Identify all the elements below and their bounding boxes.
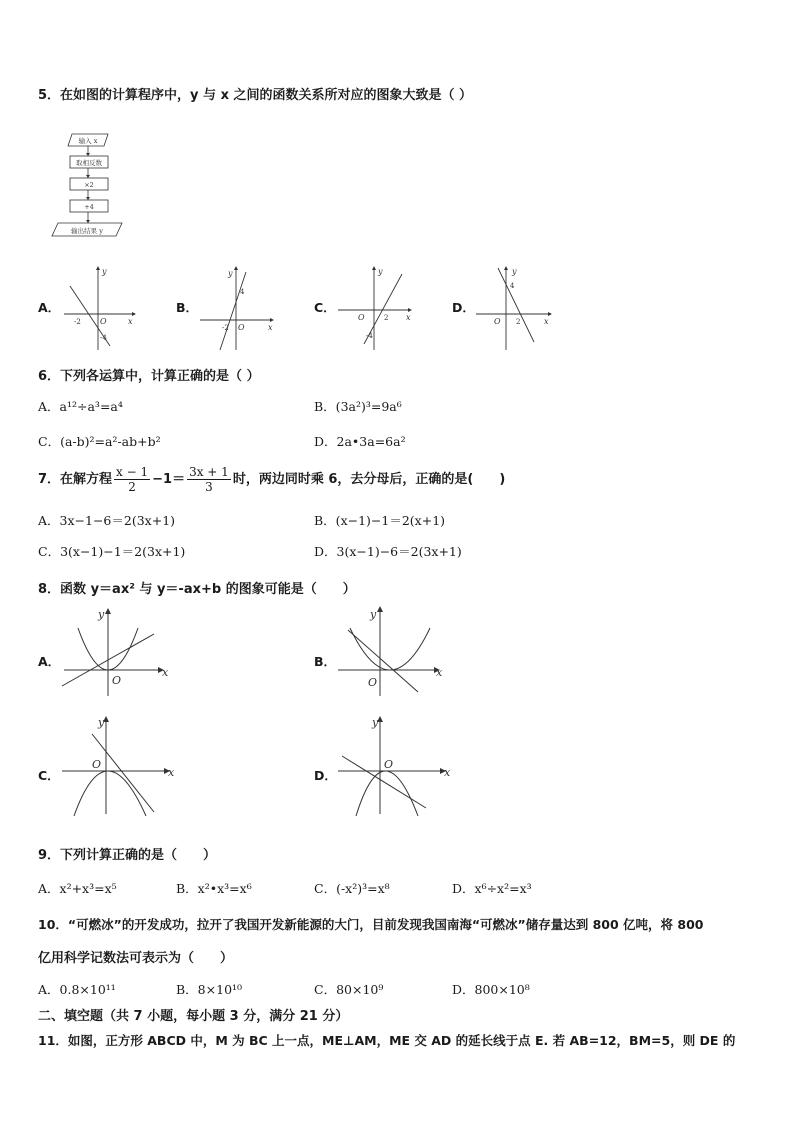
- svg-text:-4: -4: [366, 332, 373, 340]
- svg-text:4: 4: [510, 282, 515, 290]
- q7-pre: 7．在解方程: [38, 472, 113, 487]
- svg-text:y: y: [370, 608, 377, 621]
- q9-option-c: C．(-x²)³=x⁸: [314, 881, 390, 896]
- q10-option-c: C．80×10⁹: [314, 982, 384, 997]
- q6-option-a: A．a¹²÷a³=a⁴: [38, 399, 123, 414]
- svg-text:x: x: [444, 766, 451, 779]
- q5-flowchart: [48, 128, 128, 243]
- svg-text:x: x: [544, 317, 549, 326]
- q5-option-d-label: D．: [452, 300, 475, 315]
- svg-text:x: x: [168, 766, 175, 779]
- q5-option-c-label: C．: [314, 300, 336, 315]
- q6-option-c: C．(a-b)²=a²-ab+b²: [38, 434, 161, 449]
- q7-fraction-2: $\frac{3x + 1}{3}$: [189, 465, 229, 494]
- flow-input-label: 输入 x: [78, 137, 98, 145]
- svg-text:x: x: [406, 313, 411, 322]
- q7-option-b: B．(x−1)−1＝2(x+1): [314, 513, 446, 528]
- q8-graph-a: [58, 606, 178, 698]
- q7-option-d: D．3(x−1)−6＝2(3x+1): [314, 544, 462, 559]
- q5-option-a-label: A．: [38, 300, 61, 315]
- q8-option-d-label: D．: [314, 768, 337, 783]
- q10-option-a: A．0.8×10¹¹: [38, 982, 116, 997]
- q7-mid: −1＝: [152, 472, 186, 487]
- q8-option-b-label: B．: [314, 654, 337, 669]
- q9-option-b: B．x²•x³=x⁶: [176, 881, 252, 896]
- q7-option-a: A．3x−1−6＝2(3x+1): [38, 513, 176, 528]
- svg-text:-2: -2: [74, 318, 81, 326]
- svg-text:O: O: [112, 674, 122, 687]
- q10-option-b: B．8×10¹⁰: [176, 982, 243, 997]
- q8-graph-b: [334, 606, 454, 698]
- q5-graph-d: [472, 264, 556, 354]
- q10-line-2: 亿用科学记数法可表示为（ ）: [38, 951, 234, 966]
- flow-step-1-label: 取相反数: [76, 159, 102, 167]
- svg-text:O: O: [238, 323, 245, 332]
- q5-graph-c: [334, 264, 416, 354]
- svg-text:-2: -2: [222, 324, 229, 332]
- q7-post: 时，两边同时乘 6，去分母后，正确的是( ): [232, 472, 506, 487]
- svg-text:y: y: [98, 716, 105, 729]
- svg-text:x: x: [128, 317, 133, 326]
- q10-option-d: D．800×10⁸: [452, 982, 530, 997]
- svg-text:y: y: [378, 267, 383, 276]
- q8-option-a-label: A．: [38, 654, 61, 669]
- q9-option-d: D．x⁶÷x²=x³: [452, 881, 532, 896]
- svg-text:2: 2: [384, 314, 389, 322]
- svg-text:O: O: [494, 317, 501, 326]
- section-2-heading: 二、填空题（共 7 小题，每小题 3 分，满分 21 分）: [38, 1009, 349, 1024]
- q6-option-d: D．2a•3a=6a²: [314, 434, 406, 449]
- svg-text:2: 2: [516, 318, 521, 326]
- q6-text: 6．下列各运算中，计算正确的是（ ）: [38, 369, 260, 384]
- q8-text: 8．函数 y＝ax² 与 y＝-ax+b 的图象可能是（ ）: [38, 582, 356, 597]
- svg-text:O: O: [384, 758, 394, 771]
- q5-graph-a: [60, 264, 140, 354]
- flow-step-2-label: ×2: [84, 181, 94, 189]
- q6-option-b: B．(3a²)³=9a⁶: [314, 399, 402, 414]
- svg-text:x: x: [162, 666, 169, 679]
- svg-text:O: O: [92, 758, 102, 771]
- svg-text:x: x: [268, 323, 273, 332]
- q8-graph-c: [58, 714, 184, 818]
- q7-option-c: C．3(x−1)−1＝2(3x+1): [38, 544, 186, 559]
- q5-option-b-label: B．: [176, 300, 199, 315]
- q5-graph-b: [196, 264, 278, 354]
- svg-text:x: x: [436, 666, 443, 679]
- flow-output-label: 输出结果 y: [71, 227, 103, 235]
- svg-text:-4: -4: [100, 334, 107, 342]
- svg-text:4: 4: [240, 288, 245, 296]
- svg-text:O: O: [100, 317, 107, 326]
- q8-graph-d: [334, 714, 460, 818]
- svg-text:y: y: [98, 608, 105, 621]
- q7-stem: [38, 463, 505, 497]
- svg-text:y: y: [102, 267, 107, 276]
- q9-text: 9．下列计算正确的是（ ）: [38, 848, 217, 863]
- q7-fraction-1: $\frac{x - 1}{2}$: [116, 465, 149, 494]
- svg-text:O: O: [368, 676, 378, 689]
- svg-text:y: y: [372, 716, 379, 729]
- q5-text: 5．在如图的计算程序中，y 与 x 之间的函数关系所对应的图象大致是（ ）: [38, 88, 473, 103]
- q9-option-a: A．x²+x³=x⁵: [38, 881, 117, 896]
- svg-text:y: y: [228, 269, 233, 278]
- flow-step-3-label: +4: [84, 203, 94, 211]
- svg-text:O: O: [358, 313, 365, 322]
- q11-text: 11．如图，正方形 ABCD 中，M 为 BC 上一点，ME⊥AM，ME 交 AD 的延长线于点 E. 若 AB=12，BM=5，则 DE 的: [38, 1033, 736, 1048]
- q10-line-1: 10．“可燃冰”的开发成功，拉开了我国开发新能源的大门，目前发现我国南海“可燃冰”储存量达到 800 亿吨，将 800: [38, 917, 704, 932]
- svg-text:y: y: [512, 267, 517, 276]
- q8-option-c-label: C．: [38, 768, 60, 783]
